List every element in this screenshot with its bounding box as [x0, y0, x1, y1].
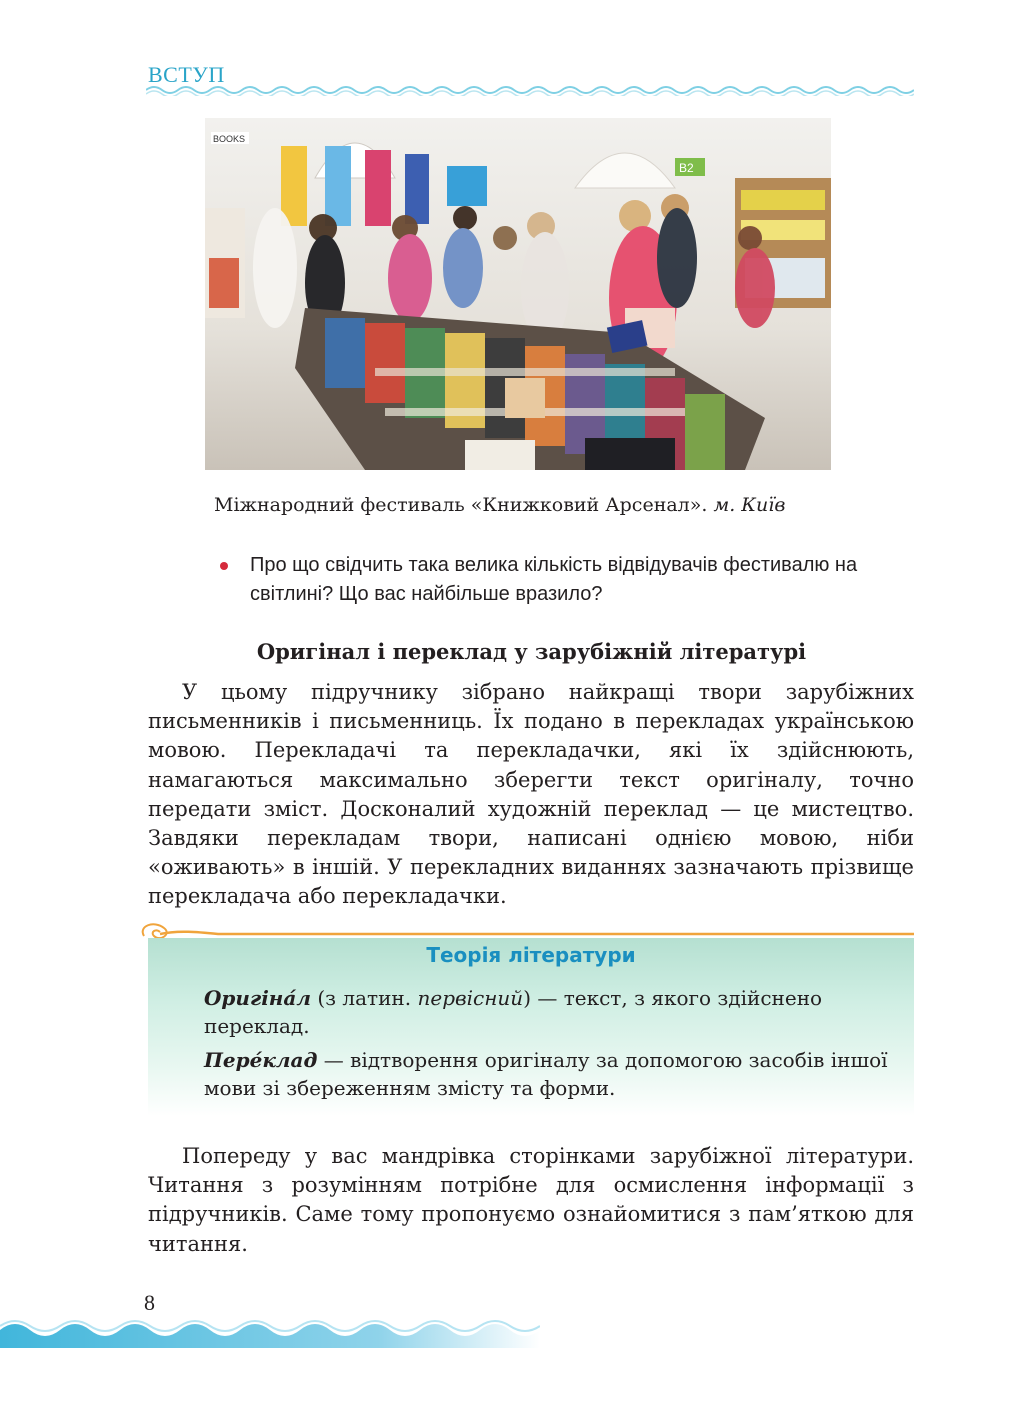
- discussion-question: [220, 551, 920, 609]
- photo-caption: [214, 494, 785, 516]
- definition-translation-text: — відтворення оригіналу за допомогою засобів іншої мови зі збереженням змісту та форми.: [204, 1048, 888, 1100]
- definition-original-text: ) — текст, з якого здійснено переклад.: [204, 986, 823, 1038]
- caption-text: Міжнародний фестиваль «Книжковий Арсенал».: [214, 494, 708, 516]
- section-paragraph: У цьому підручнику зібрано найкращі твори зарубіжних письменників і письменниць. Їх подано в перекладах українською мовою. Перекладачі та перекладачки, які їх здійснюють, намагаються максимально зберегти текст оригіналу, точно передати зміст. Досконалий художній переклад — це мистецтво. Завдяки перекладам твори, написані однією мовою, ніби «оживають» в іншій. У перекладних виданнях зазначають прізвище перекладача або перекладачки.: [148, 680, 914, 909]
- section-title: Оригінал і переклад у зарубіжній літературі: [256, 639, 807, 664]
- caption-place: м. Київ: [713, 494, 786, 516]
- festival-photo: [205, 118, 831, 470]
- header-wave-divider: [146, 84, 914, 96]
- page-number: 8: [144, 1290, 155, 1315]
- closing-paragraph: Попереду у вас мандрівка сторінками зарубіжної літератури. Читання з розумінням потрібне для осмислення інформації з підручників. Саме тому пропонуємо ознайомитися з пам’яткою для читання.: [148, 1144, 914, 1256]
- section-header: ВСТУП: [148, 62, 225, 87]
- definition-translation: [204, 1046, 904, 1102]
- definition-original-open: (з латин.: [310, 986, 418, 1010]
- footer-wave: [0, 1312, 540, 1348]
- definition-original-gloss: первісний: [417, 986, 524, 1010]
- hall-sign: B2: [679, 161, 694, 175]
- term-translation: Пере́клад: [204, 1048, 318, 1072]
- bullet-icon: [220, 562, 228, 570]
- theory-title: Теорія літератури: [426, 943, 636, 967]
- question-text: Про що свідчить така велика кількість відвідувачів фестивалю на світлині? Що вас найбільше вразило?: [250, 554, 858, 605]
- definition-original: [204, 984, 904, 1040]
- term-original: Оригіна́л: [204, 986, 311, 1010]
- books-sign: BOOKS: [213, 134, 246, 144]
